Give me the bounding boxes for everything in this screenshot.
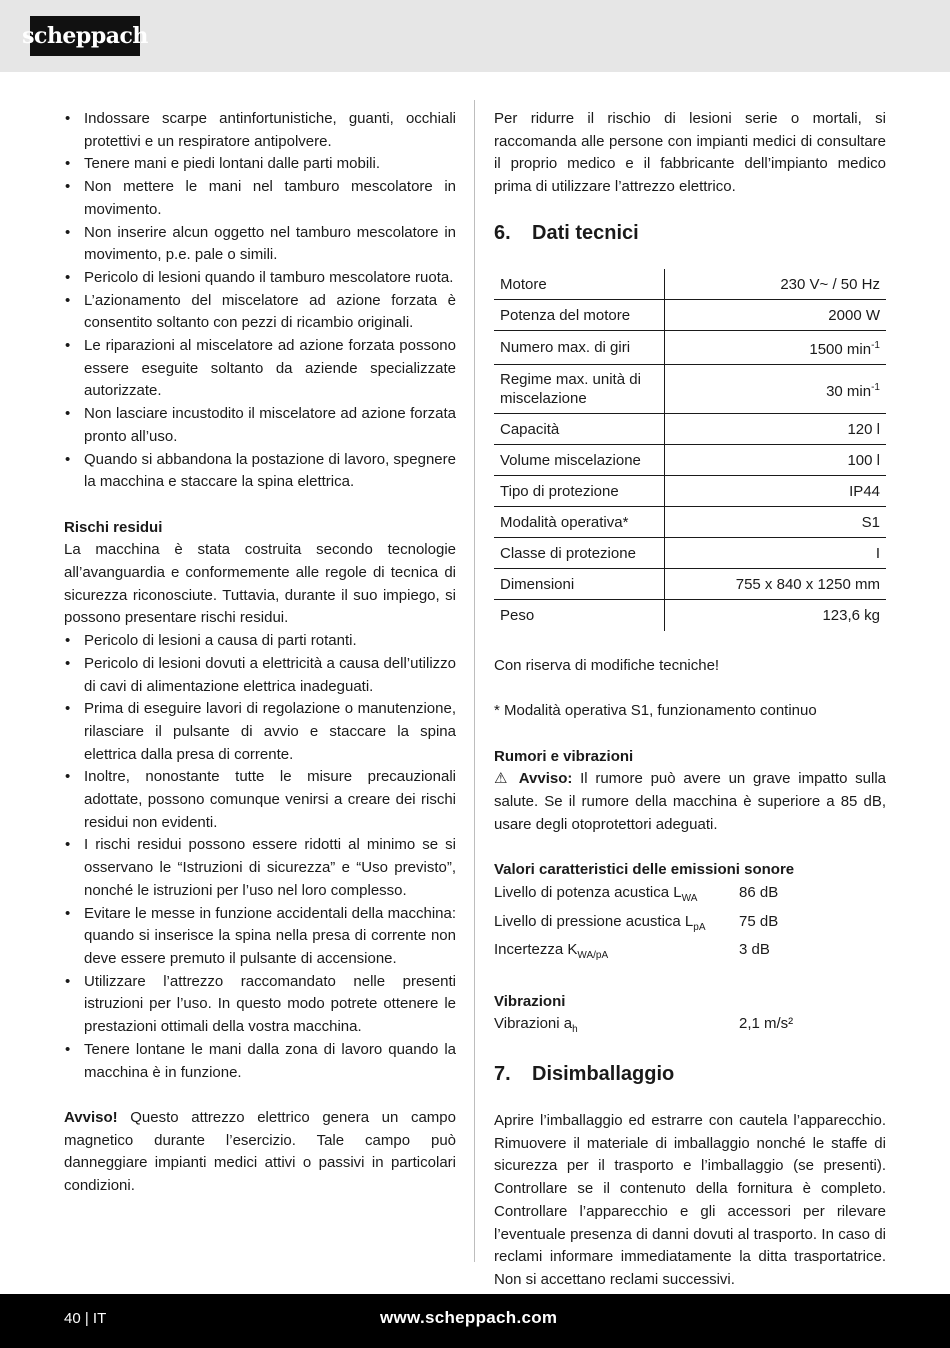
list-item: • L’azionamento del miscelatore ad azione forzata è consentito soltanto con pezzi di ricambio originali. <box>65 291 456 332</box>
emission-row: Incertezza $K_{WA/pA}$ 3 dB <box>494 941 770 962</box>
page-number: 40 | IT <box>64 1310 107 1327</box>
list-item: • Pericolo di lesioni a causa di parti rotanti. <box>65 632 357 650</box>
scheppach-logo: scheppach <box>30 16 140 56</box>
noise-heading: Rumori e vibrazioni <box>494 747 634 765</box>
list-item: • Tenere lontane le mani dalla zona di lavoro quando la macchina è in funzione. <box>65 1040 456 1081</box>
list-item: • Non mettere le mani nel tamburo mescolatore in movimento. <box>65 178 456 218</box>
list-item: • Evitare le messe in funzione accidentali della macchina: quando si inserisce la spina nella presa di corrente non deve essere premuto il pulsante di accensione. <box>65 904 456 967</box>
residual-risks-list <box>64 630 456 1084</box>
table-row: Volume miscelazione 100 l <box>494 445 886 476</box>
section-6-heading: 6. Dati tecnici <box>494 221 639 244</box>
reserve-note: Con riserva di modifiche tecniche! <box>494 656 720 674</box>
list-item: • I rischi residui possono essere ridotti al minimo se si osservano le “Istruzioni di sicurezza” e “Uso previsto”, nonché le istruzioni per l’uso nel loro complesso. <box>65 836 456 899</box>
page-footer <box>0 1294 950 1348</box>
list-item: • Non inserire alcun oggetto nel tamburo mescolatore in movimento, p.e. pale o simili. <box>65 223 456 264</box>
table-row: Modalità operativa* S1 <box>494 507 886 538</box>
warning-label: Avviso! <box>64 1108 118 1126</box>
list-item: • Quando si abbandona la postazione di lavoro, spegnere la macchina e staccare la spina elettrica. <box>65 450 456 491</box>
list-item: • Indossare scarpe antinfortunistiche, guanti, occhiali protettivi e un respiratore antipolvere. <box>65 110 456 150</box>
noise-warning-label: Avviso: <box>518 770 573 788</box>
noise-warning: ⚠ Avviso: Il rumore può avere un grave impatto sulla salute. Se il rumore della macchina è superiore a 85 dB, usare degli otoprotettori adeguati. <box>494 770 886 833</box>
emission-row: Livello di potenza acustica $L_{WA}$ 86 dB <box>494 883 779 904</box>
list-item: • Non lasciare incustodito il miscelatore ad azione forzata pronto all’uso. <box>65 405 456 445</box>
list-item: • Prima di eseguire lavori di regolazione o manutenzione, rilasciare il pulsante di avvio e staccare la spina elettrica dalla presa di corrente. <box>65 700 456 763</box>
list-item: • Inoltre, nonostante tutte le misure precauzionali adottate, possono comunque venirsi a creare dei rischi residui non evidenti. <box>65 768 456 831</box>
list-item: • Pericolo di lesioni quando il tamburo mescolatore ruota. <box>65 268 454 286</box>
emission-row: Livello di pressione acustica $L_{pA}$ 75 dB <box>494 912 779 933</box>
page-header <box>0 0 950 72</box>
vibration-row: Vibrazioni $a_h$ 2,1 m/s² <box>494 1015 794 1036</box>
table-row: Numero max. di giri 1500 $\min^{-1}$ <box>494 331 886 365</box>
magnetic-field-warning <box>64 1107 456 1198</box>
vibration-heading: Vibrazioni <box>494 992 566 1010</box>
residual-risks-intro: La macchina è stata costruita secondo tecnologie all’avanguardia e conformemente alle regole di tecnica di sicurezza riconosciute. Tuttavia, durante il suo impiego, si possono presentare rischi residui. <box>64 541 456 627</box>
technical-data-table <box>494 269 886 631</box>
table-row: Motore 230 V~ / 50 Hz <box>494 269 886 300</box>
website-link[interactable]: www.scheppach.com <box>380 1308 558 1327</box>
medical-implant-note: Per ridurre il rischio di lesioni serie o mortali, si raccomanda alle persone con impianti medici di consultare il proprio medico e il fabbricante dell’impianto medico prima di utilizzare l’attrezzo elettrico. <box>494 110 886 196</box>
table-row: Dimensioni 755 x 840 x 1250 mm <box>494 569 886 600</box>
residual-risks-heading: Rischi residui <box>64 518 163 536</box>
unpacking-text: Aprire l’imballaggio ed estrarre con cautela l’apparecchio. Rimuovere il materiale di imballaggio nonché le staffe di sicurezza per il trasporto e l’imballaggio (se presenti). Controllare se il contenuto della fornitura è completo. Controllare l’apparecchio e gli accessori per rilevare l’eventuale presenza di danni dovuti al trasporto. In caso di reclami informare immediatamente la ditta trasportatrice. Non si accettano reclami successivi. <box>494 1112 886 1288</box>
safety-list <box>64 108 456 494</box>
list-item: • Pericolo di lesioni dovuti a elettricità a causa dell’utilizzo di cavi di alimentazione elettrica inadeguati. <box>65 654 456 695</box>
table-row: Capacità 120 l <box>494 414 886 445</box>
emission-heading: Valori caratteristici delle emissioni sonore <box>494 861 795 879</box>
table-row: Tipo di protezione IP44 <box>494 476 886 507</box>
right-column <box>494 108 886 1292</box>
table-row: Peso 123,6 kg <box>494 600 886 631</box>
table-row: Potenza del motore 2000 W <box>494 300 886 331</box>
operating-mode-note: * Modalità operativa S1, funzionamento continuo <box>494 702 817 720</box>
warning-text: Questo attrezzo elettrico genera un campo magnetico durante l’esercizio. Tale campo può danneggiare impianti medici attivi o passivi in particolari condizioni. <box>64 1108 456 1195</box>
section-7-heading: 7. Disimballaggio <box>494 1063 675 1085</box>
column-divider <box>474 100 475 1262</box>
warning-triangle-icon: ⚠ <box>494 770 512 788</box>
left-column <box>64 108 456 1198</box>
table-row: Regime max. unità di miscelazione 30 $\min^{-1}$ <box>494 365 886 414</box>
table-row: Classe di protezione I <box>494 538 886 569</box>
list-item: • Utilizzare l’attrezzo raccomandato nelle presenti istruzioni per l’uso. In questo modo potrete ottenere le prestazioni ottimali della vostra macchina. <box>65 972 456 1036</box>
list-item: • Tenere mani e piedi lontani dalle parti mobili. <box>65 155 381 173</box>
list-item: • Le riparazioni al miscelatore ad azione forzata possono essere eseguite soltanto da aziende specializzate autorizzate. <box>65 337 456 400</box>
